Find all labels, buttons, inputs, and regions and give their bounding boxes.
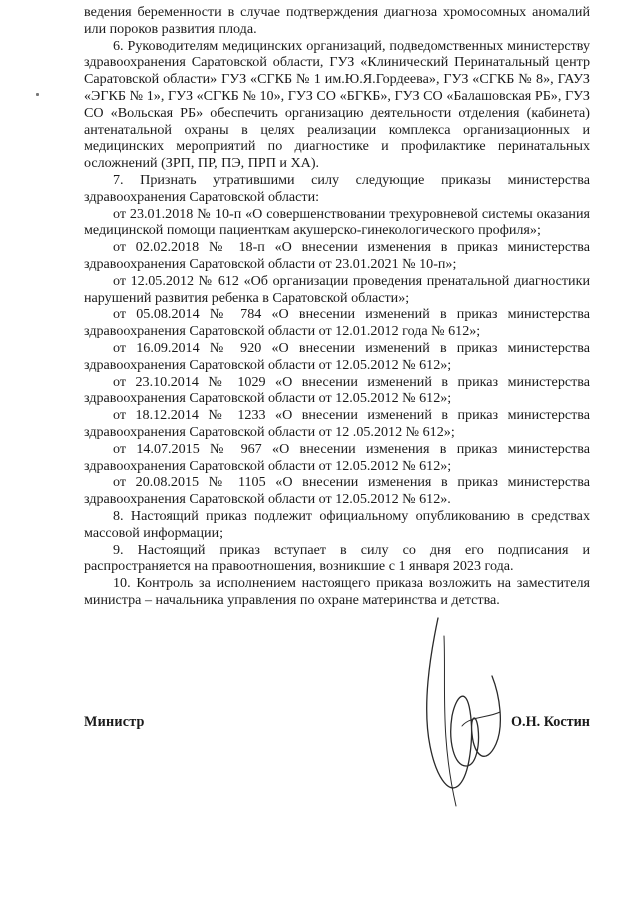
signatory-role: Министр [84, 714, 145, 730]
signatory-name: О.Н. Костин [510, 714, 590, 730]
repealed-order-1: от 23.01.2018 № 10-п «О совершенствовании трехуровневой системы оказания медицинской помощи пациенткам акушерско-гинекологического профиля»; [84, 205, 590, 239]
repealed-order-7: от 18.12.2014 № 1233 «О внесении изменений в приказ министерства здравоохранения Саратовской области от 12 .05.2012 № 612»; [84, 407, 590, 440]
scan-speck [36, 93, 39, 96]
repealed-order-2: от 02.02.2018 № 18-п «О внесении изменения в приказ министерства здравоохранения Саратовской области от 23.01.2021 № 10-п»; [84, 239, 590, 272]
document-body [84, 4, 590, 609]
repealed-order-9: от 20.08.2015 № 1105 «О внесении изменения в приказ министерства здравоохранения Саратовской области от 12.05.2012 № 612». [84, 474, 590, 508]
paragraph-item-9: 9. Настоящий приказ вступает в силу со дня его подписания и распространяется на правоотношения, возникшие с 1 января 2023 года. [84, 541, 590, 575]
repealed-order-6: от 23.10.2014 № 1029 «О внесении изменений в приказ министерства здравоохранения Саратовской области от 12.05.2012 № 612»; [84, 373, 590, 407]
paragraph-item-7: 7. Признать утратившими силу следующие приказы министерства здравоохранения Саратовской области: [84, 171, 590, 205]
repealed-order-3: от 12.05.2012 № 612 «Об организации проведения пренатальной диагностики нарушений развития ребенка в Саратовской области»; [84, 272, 590, 306]
repealed-order-4: от 05.08.2014 № 784 «О внесении изменений в приказ министерства здравоохранения Саратовской области от 12.01.2012 года № 612»; [84, 306, 590, 340]
paragraph-item-10: 10. Контроль за исполнением настоящего приказа возложить на заместителя министра – начальника управления по охране материнства и детства. [84, 575, 590, 608]
paragraph-item-6: 6. Руководителям медицинских организаций, подведомственных министерству здравоохранения Саратовской области, ГУЗ «Клинический Перинатальный центр Саратовской области» ГУЗ «СГКБ № 1 им.Ю.Я.Гордеева», ГУЗ «СГКБ № 8», ГАУЗ «ЭГКБ № 1», ГУЗ «СГКБ № 10», ГУЗ СО «БГКБ», ГУЗ СО «Балашовская РБ», ГУЗ СО «Вольская РБ» обеспечить организацию деятельности отделения (кабинета) антенатальной охраны в целях реализации комплекса организационных и медицинских мероприятий по диагностике и профилактике перинатальных осложнений (ЗРП, ПР, ПЭ, ПРП и ХА). [84, 37, 590, 172]
paragraph-item-8: 8. Настоящий приказ подлежит официальному опубликованию в средствах массовой информации; [84, 507, 590, 541]
paragraph-continuation: ведения беременности в случае подтверждения диагноза хромосомных аномалий или пороков развития плода. [84, 4, 590, 37]
repealed-order-5: от 16.09.2014 № 920 «О внесении изменений в приказ министерства здравоохранения Саратовской области от 12.05.2012 № 612»; [84, 339, 590, 373]
repealed-order-8: от 14.07.2015 № 967 «О внесении изменения в приказ министерства здравоохранения Саратовской области от 12.05.2012 № 612»; [84, 440, 590, 474]
handwritten-signature [400, 616, 520, 816]
